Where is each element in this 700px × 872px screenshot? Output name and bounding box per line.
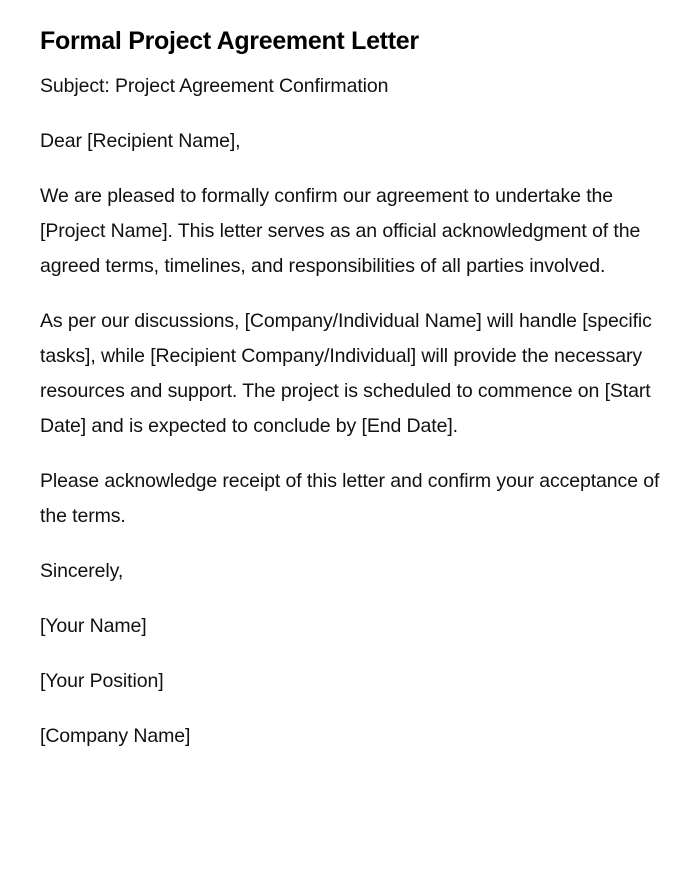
document-title: Formal Project Agreement Letter bbox=[40, 27, 419, 55]
body-paragraph-acknowledge: Please acknowledge receipt of this letter and confirm your acceptance of the terms. bbox=[40, 470, 660, 527]
signature-name: [Your Name] bbox=[40, 615, 147, 637]
closing: Sincerely, bbox=[40, 560, 124, 582]
body-paragraph-confirmation: We are pleased to formally confirm our agreement to undertake the [Project Name]. This letter serves as an official acknowledgment of the agreed terms, timelines, and responsibilities of all parties involved. bbox=[40, 185, 641, 277]
signature-position: [Your Position] bbox=[40, 670, 164, 692]
body-paragraph-responsibilities: As per our discussions, [Company/Individual Name] will handle [specific tasks], while [Recipient Company/Individual] will provide the necessary resources and support. The project is scheduled to commence on [Start Date] and is expected to conclude by [End Date]. bbox=[40, 310, 652, 437]
subject-line: Subject: Project Agreement Confirmation bbox=[40, 75, 389, 97]
signature-company: [Company Name] bbox=[40, 725, 191, 747]
salutation: Dear [Recipient Name], bbox=[40, 130, 241, 152]
